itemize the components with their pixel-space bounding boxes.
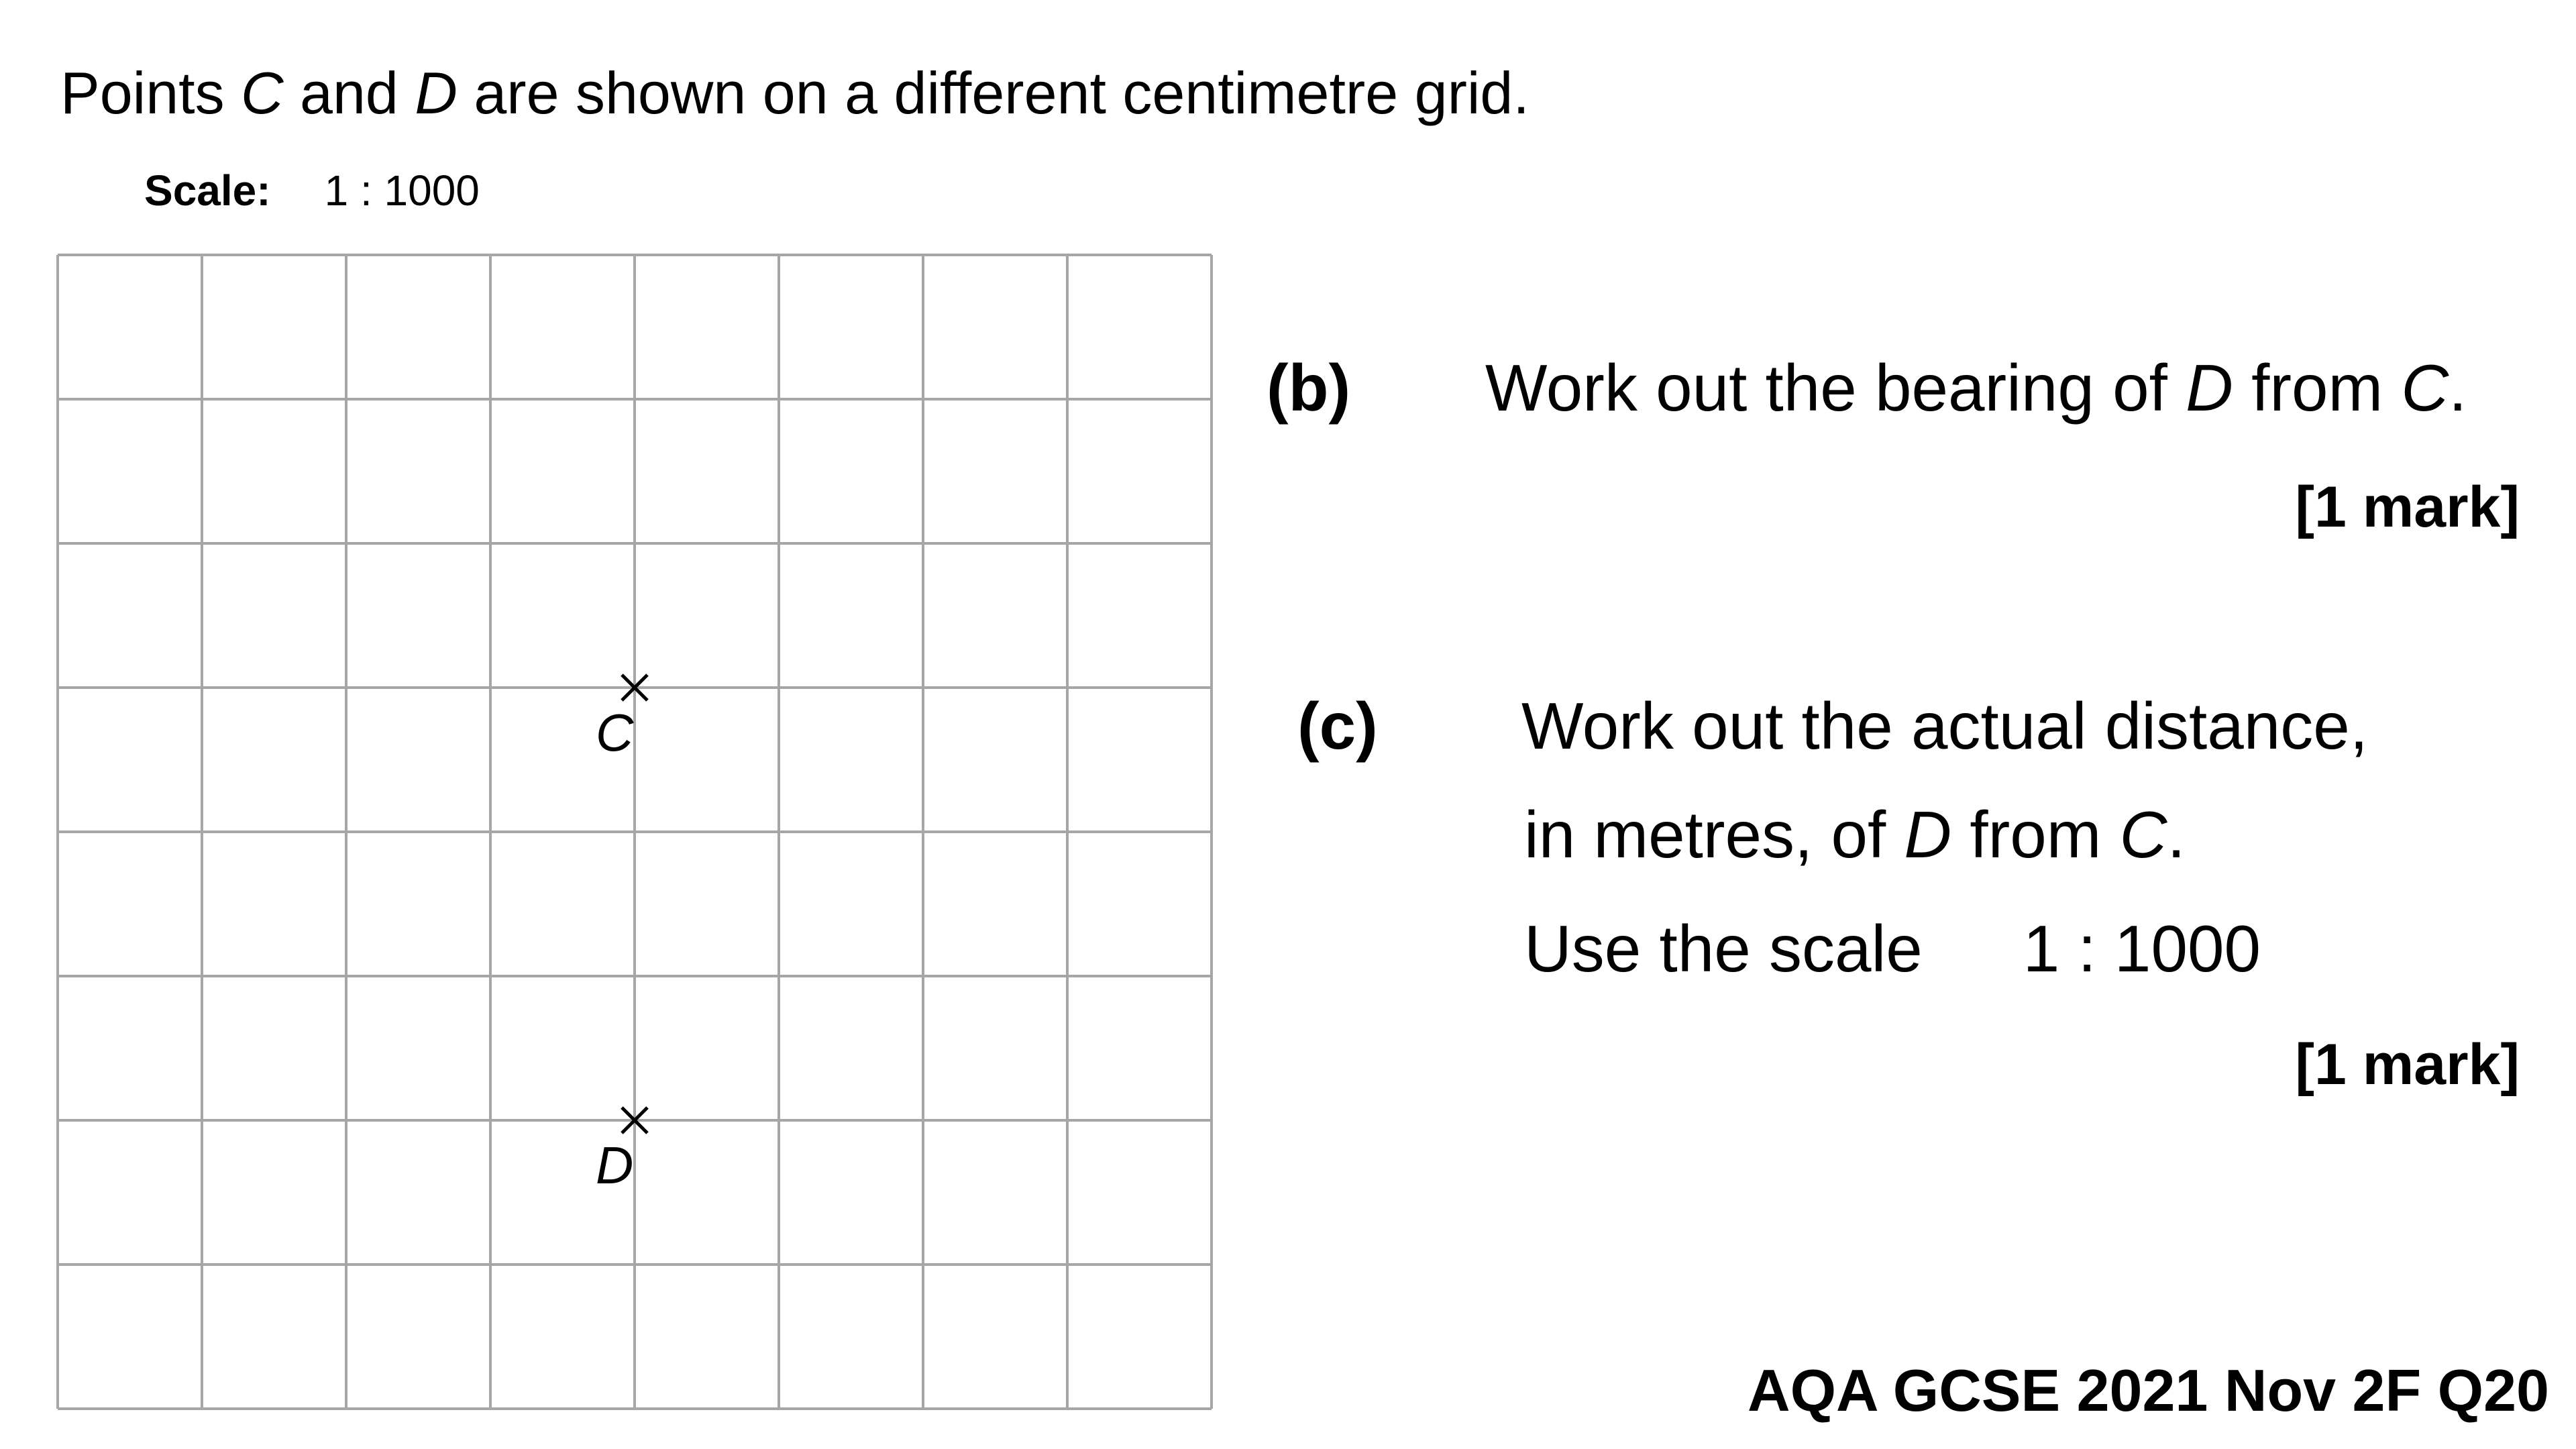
part-c-text: from — [1951, 798, 2120, 871]
part-c-scale-text: Use the scale — [1524, 912, 1923, 985]
part-b-point-d: D — [2186, 351, 2233, 425]
part-c-line2 — [1524, 796, 2186, 875]
intro-part: Points — [60, 60, 241, 126]
part-c-label: (c) — [1297, 689, 1378, 763]
centimetre-grid — [58, 255, 1212, 1409]
part-b-text: from — [2233, 351, 2402, 425]
part-c-text: . — [2167, 798, 2186, 871]
part-b-point-c: C — [2401, 351, 2449, 425]
point-d-label: D — [596, 1136, 634, 1195]
scale-label: Scale: — [144, 166, 271, 215]
part-c-scale-value: 1 : 1000 — [2023, 912, 2261, 985]
intro-point-d: D — [415, 60, 458, 126]
part-b-question — [1485, 349, 2467, 428]
grid-svg — [58, 255, 1212, 1409]
part-c-point-c: C — [2119, 798, 2167, 871]
intro-point-c: C — [241, 60, 284, 126]
scale-line — [144, 165, 480, 217]
part-b-marks: [1 mark] — [2295, 475, 2520, 539]
intro-part: are shown on a different centimetre grid. — [457, 60, 1529, 126]
part-b-text: Work out the bearing of — [1485, 351, 2186, 425]
source-footer: AQA GCSE 2021 Nov 2F Q20 — [1748, 1357, 2549, 1424]
part-b-label: (b) — [1267, 351, 1351, 425]
part-c-line3 — [1524, 910, 2261, 989]
part-c-line1: Work out the actual distance, — [1521, 689, 2368, 763]
point-c-label: C — [596, 703, 634, 762]
part-c-text: in metres, of — [1524, 798, 1904, 871]
intro-part: and — [283, 60, 415, 126]
part-b-text: . — [2449, 351, 2467, 425]
intro-text — [60, 58, 1529, 129]
part-c-point-d: D — [1904, 798, 1952, 871]
part-c-marks: [1 mark] — [2295, 1032, 2520, 1097]
scale-value: 1 : 1000 — [324, 166, 480, 215]
